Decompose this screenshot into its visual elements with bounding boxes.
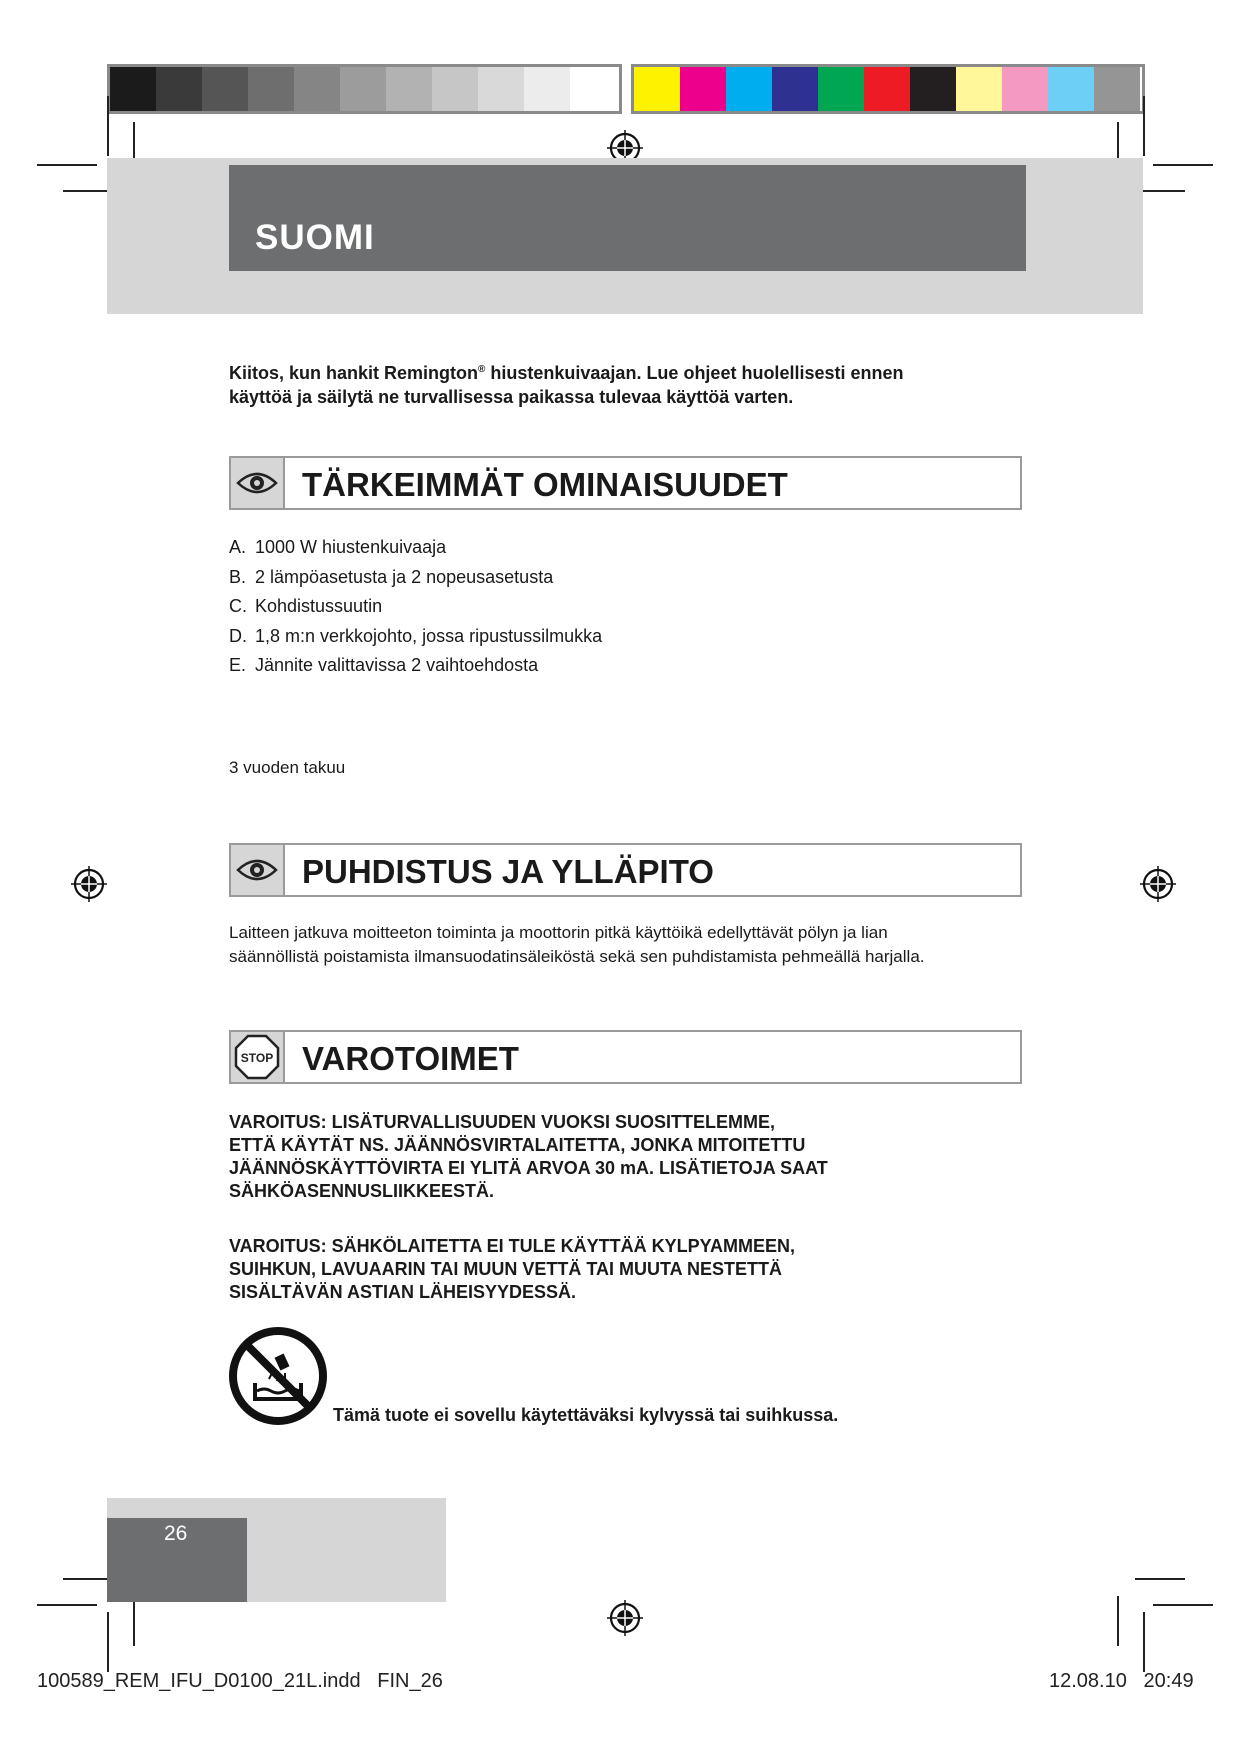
precautions-title: VAROTOIMET: [302, 1040, 519, 1077]
cleaning-text: [229, 921, 1029, 969]
list-item-letter: B.: [229, 566, 247, 587]
registered-mark: ®: [478, 364, 486, 375]
crop-mark: [1135, 1578, 1185, 1580]
crop-mark: [1153, 164, 1213, 166]
eye-icon: [236, 856, 278, 884]
registration-mark-icon: [605, 1598, 645, 1638]
grey-swatch: [340, 67, 386, 111]
list-item: [229, 622, 602, 652]
registration-mark-icon: [69, 864, 109, 904]
warning-line: ETTÄ KÄYTÄT NS. JÄÄNNÖSVIRTALAITETTA, JONKA MITOITETTU: [229, 1135, 806, 1155]
color-swatch: [864, 67, 910, 111]
date-time-slug: 12.08.10 20:49: [1049, 1670, 1194, 1692]
list-item: [229, 651, 602, 681]
list-item: [229, 592, 602, 622]
warning-line: JÄÄNNÖSKÄYTTÖVIRTA EI YLITÄ ARVOA 30 mA. LISÄTIETOJA SAAT: [229, 1158, 828, 1178]
color-swatch: [818, 67, 864, 111]
list-item-letter: C.: [229, 596, 247, 616]
color-swatch: [910, 67, 956, 111]
registration-mark-icon: [1138, 864, 1178, 904]
color-swatch: [634, 67, 680, 111]
crop-mark: [1117, 1596, 1119, 1646]
grey-swatch: [570, 67, 616, 111]
crop-mark: [63, 1578, 113, 1580]
features-heading: [229, 456, 1022, 510]
page-title: SUOMI: [255, 218, 375, 257]
stop-sign-icon: [234, 1034, 280, 1080]
warning-rcd: [229, 1111, 989, 1203]
grey-swatch: [432, 67, 478, 111]
list-item-letter: E.: [229, 655, 247, 675]
grey-swatch: [248, 67, 294, 111]
warning-line: SUIHKUN, LAVUAARIN TAI MUUN VETTÄ TAI MUUTA NESTETTÄ: [229, 1259, 782, 1279]
warning-line: SISÄLTÄVÄN ASTIAN LÄHEISYYDESSÄ.: [229, 1282, 577, 1302]
list-item-text: 1,8 m:n verkkojohto, jossa ripustussilmukka: [255, 625, 603, 646]
list-item-text: Kohdistussuutin: [255, 596, 383, 616]
bath-note: Tämä tuote ei sovellu käytettäväksi kylvyssä tai suihkussa.: [333, 1405, 839, 1425]
stop-icon-cell: [231, 1032, 285, 1082]
crop-mark: [37, 1604, 97, 1606]
color-swatch: [1002, 67, 1048, 111]
crop-mark: [63, 190, 113, 192]
list-item: [229, 563, 602, 593]
grey-swatch: [386, 67, 432, 111]
list-item-text: Jännite valittavissa 2 vaihtoehdosta: [255, 655, 539, 675]
crop-mark: [37, 164, 97, 166]
intro-line1-start: Kiitos, kun hankit Remington: [229, 363, 479, 383]
eye-icon-cell: [231, 845, 285, 895]
warning-line: VAROITUS: LISÄTURVALLISUUDEN VUOKSI SUOSITTELEMME,: [229, 1112, 776, 1132]
cleaning-heading: [229, 843, 1022, 897]
intro-text: [229, 358, 1009, 409]
grey-swatch: [156, 67, 202, 111]
features-title: TÄRKEIMMÄT OMINAISUUDET: [302, 466, 788, 503]
warning-line: SÄHKÖASENNUSLIIKKEESTÄ.: [229, 1181, 495, 1201]
no-bath-icon: [227, 1325, 329, 1427]
color-swatch: [680, 67, 726, 111]
color-swatch: [726, 67, 772, 111]
color-swatch: [956, 67, 1002, 111]
crop-mark: [133, 1596, 135, 1646]
precautions-heading: [229, 1030, 1022, 1084]
warning-water: [229, 1235, 989, 1304]
color-swatch: [1094, 67, 1140, 111]
color-swatch: [772, 67, 818, 111]
list-item-text: 2 lämpöasetusta ja 2 nopeusasetusta: [255, 566, 554, 587]
crop-mark: [107, 96, 109, 156]
feature-list: [229, 533, 602, 681]
file-slug: 100589_REM_IFU_D0100_21L.indd FIN_26: [37, 1670, 443, 1692]
list-item-letter: A.: [229, 537, 247, 557]
grey-swatch: [524, 67, 570, 111]
warning-line: VAROITUS: SÄHKÖLAITETTA EI TULE KÄYTTÄÄ KYLPYAMMEEN,: [229, 1236, 796, 1256]
list-item: [229, 533, 602, 563]
intro-line1-end: hiustenkuivaajan. Lue ohjeet huolellisesti ennen: [485, 363, 904, 383]
page-number: 26: [164, 1522, 188, 1545]
eye-icon: [236, 469, 278, 497]
warranty-text: 3 vuoden takuu: [229, 758, 346, 777]
stop-sign-label: STOP: [240, 1051, 274, 1065]
grey-swatch: [110, 67, 156, 111]
crop-mark: [107, 1612, 109, 1672]
cleaning-line2: säännöllistä poistamista ilmansuodatinsäleiköstä sekä sen puhdistamista pehmeällä harjalla.: [229, 947, 925, 966]
eye-icon-cell: [231, 458, 285, 508]
list-item-letter: D.: [229, 625, 247, 646]
crop-mark: [1143, 96, 1145, 156]
grey-swatch: [478, 67, 524, 111]
grey-swatch: [294, 67, 340, 111]
grey-swatch: [202, 67, 248, 111]
list-item-text: 1000 W hiustenkuivaaja: [255, 537, 447, 557]
crop-mark: [1143, 1612, 1145, 1672]
cleaning-title: PUHDISTUS JA YLLÄPITO: [302, 853, 714, 890]
intro-line2: käyttöä ja säilytä ne turvallisessa paikassa tulevaa käyttöä varten.: [229, 387, 794, 407]
color-swatch: [1048, 67, 1094, 111]
process-color-bar: [631, 64, 1145, 114]
cleaning-line1: Laitteen jatkuva moitteeton toiminta ja moottorin pitkä käyttöikä edellyttävät pölyn ja lian: [229, 923, 888, 942]
crop-mark: [1153, 1604, 1213, 1606]
greyscale-color-bar: [107, 64, 622, 114]
